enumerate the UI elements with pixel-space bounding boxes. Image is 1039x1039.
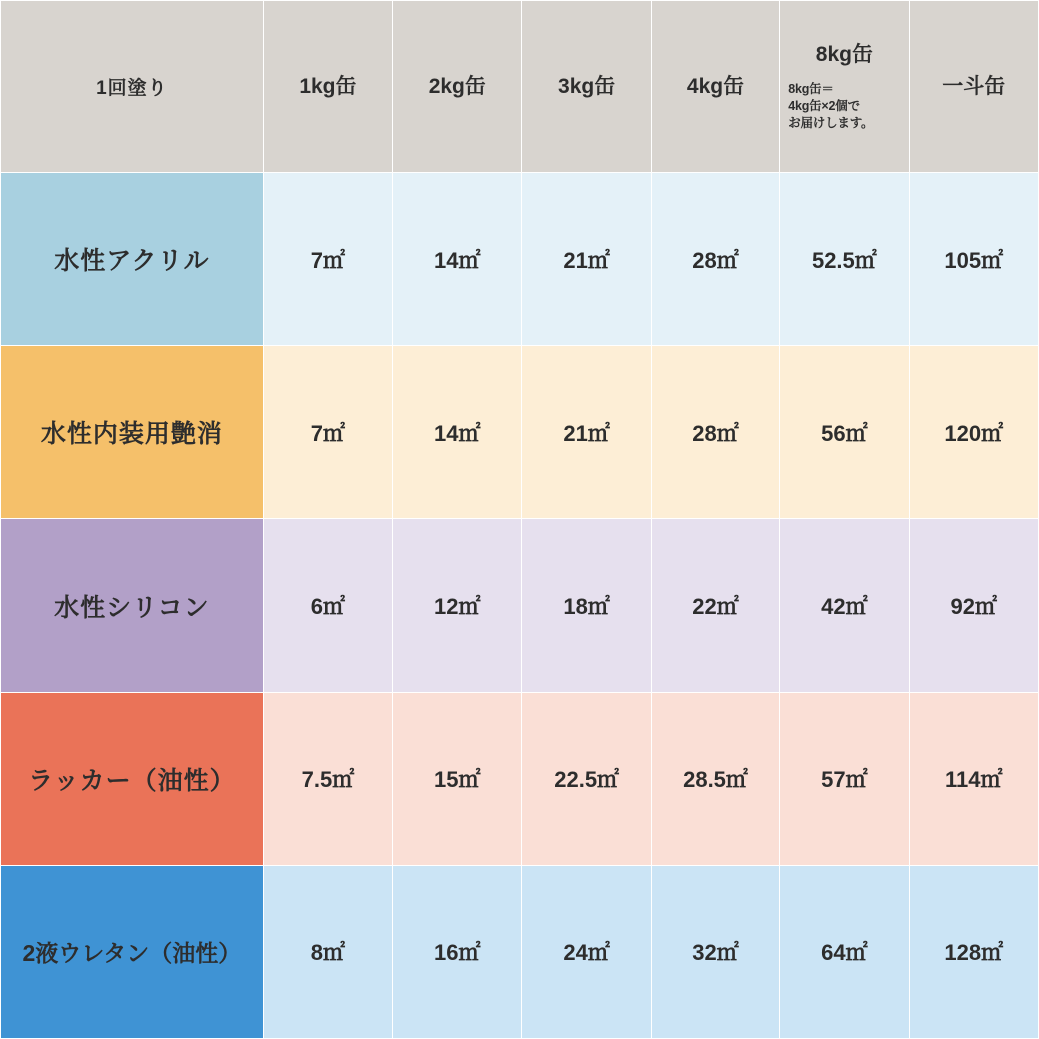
table-row	[1, 519, 1039, 692]
cell-silicone-3kg: 18㎡	[522, 519, 651, 692]
cell-urethane-8kg: 64㎡	[780, 865, 909, 1038]
cell-urethane-itto: 128㎡	[909, 865, 1038, 1038]
cell-lacquer-1kg: 7.5㎡	[263, 692, 392, 865]
cell-interior-8kg: 56㎡	[780, 346, 909, 519]
header-cell-title: 4kg缶	[686, 74, 745, 98]
cell-silicone-2kg: 12㎡	[393, 519, 522, 692]
row-label-silicone: 水性シリコン	[1, 519, 264, 692]
cell-lacquer-4kg: 28.5㎡	[651, 692, 779, 865]
cell-interior-4kg: 28㎡	[651, 346, 779, 519]
header-cell-title: 1kg缶	[299, 74, 357, 98]
header-cell-2kg	[393, 1, 522, 173]
row-label-interior-matte: 水性内装用艶消	[1, 346, 264, 519]
table-header-row	[1, 1, 1039, 173]
cell-silicone-itto: 92㎡	[909, 519, 1038, 692]
cell-lacquer-3kg: 22.5㎡	[522, 692, 651, 865]
cell-acrylic-4kg: 28㎡	[651, 173, 779, 346]
cell-urethane-2kg: 16㎡	[393, 865, 522, 1038]
cell-interior-itto: 120㎡	[909, 346, 1038, 519]
header-cell-note: 8kg缶＝ 4kg缶×2個で お届けします。	[788, 81, 874, 130]
table-body	[1, 1, 1039, 1039]
table-row	[1, 346, 1039, 519]
header-cell-title: 2kg缶	[428, 74, 486, 98]
table-row	[1, 173, 1039, 346]
cell-acrylic-2kg: 14㎡	[393, 173, 522, 346]
table-row	[1, 865, 1039, 1038]
cell-lacquer-2kg: 15㎡	[393, 692, 522, 865]
header-cell-1kg	[263, 1, 392, 173]
cell-urethane-4kg: 32㎡	[651, 865, 779, 1038]
cell-acrylic-itto: 105㎡	[909, 173, 1038, 346]
header-cell-title: 3kg缶	[558, 74, 616, 98]
cell-lacquer-8kg: 57㎡	[780, 692, 909, 865]
cell-silicone-1kg: 6㎡	[263, 519, 392, 692]
header-label-cell: 1回塗り	[1, 1, 264, 173]
header-cell-8kg	[780, 1, 909, 173]
cell-interior-3kg: 21㎡	[522, 346, 651, 519]
header-cell-4kg	[651, 1, 779, 173]
cell-urethane-1kg: 8㎡	[263, 865, 392, 1038]
row-label-lacquer: ラッカー（油性）	[1, 692, 264, 865]
cell-acrylic-3kg: 21㎡	[522, 173, 651, 346]
header-cell-title: 一斗缶	[942, 74, 1006, 98]
cell-acrylic-1kg: 7㎡	[263, 173, 392, 346]
header-cell-3kg	[522, 1, 651, 173]
cell-silicone-8kg: 42㎡	[780, 519, 909, 692]
row-label-acrylic: 水性アクリル	[1, 173, 264, 346]
header-cell-title: 8kg缶	[815, 42, 873, 66]
cell-acrylic-8kg: 52.5㎡	[780, 173, 909, 346]
cell-interior-1kg: 7㎡	[263, 346, 392, 519]
cell-silicone-4kg: 22㎡	[651, 519, 779, 692]
cell-urethane-3kg: 24㎡	[522, 865, 651, 1038]
table-row	[1, 692, 1039, 865]
cell-interior-2kg: 14㎡	[393, 346, 522, 519]
header-cell-itto	[909, 1, 1038, 173]
row-label-urethane: 2液ウレタン（油性）	[1, 865, 264, 1038]
cell-lacquer-itto: 114㎡	[909, 692, 1038, 865]
